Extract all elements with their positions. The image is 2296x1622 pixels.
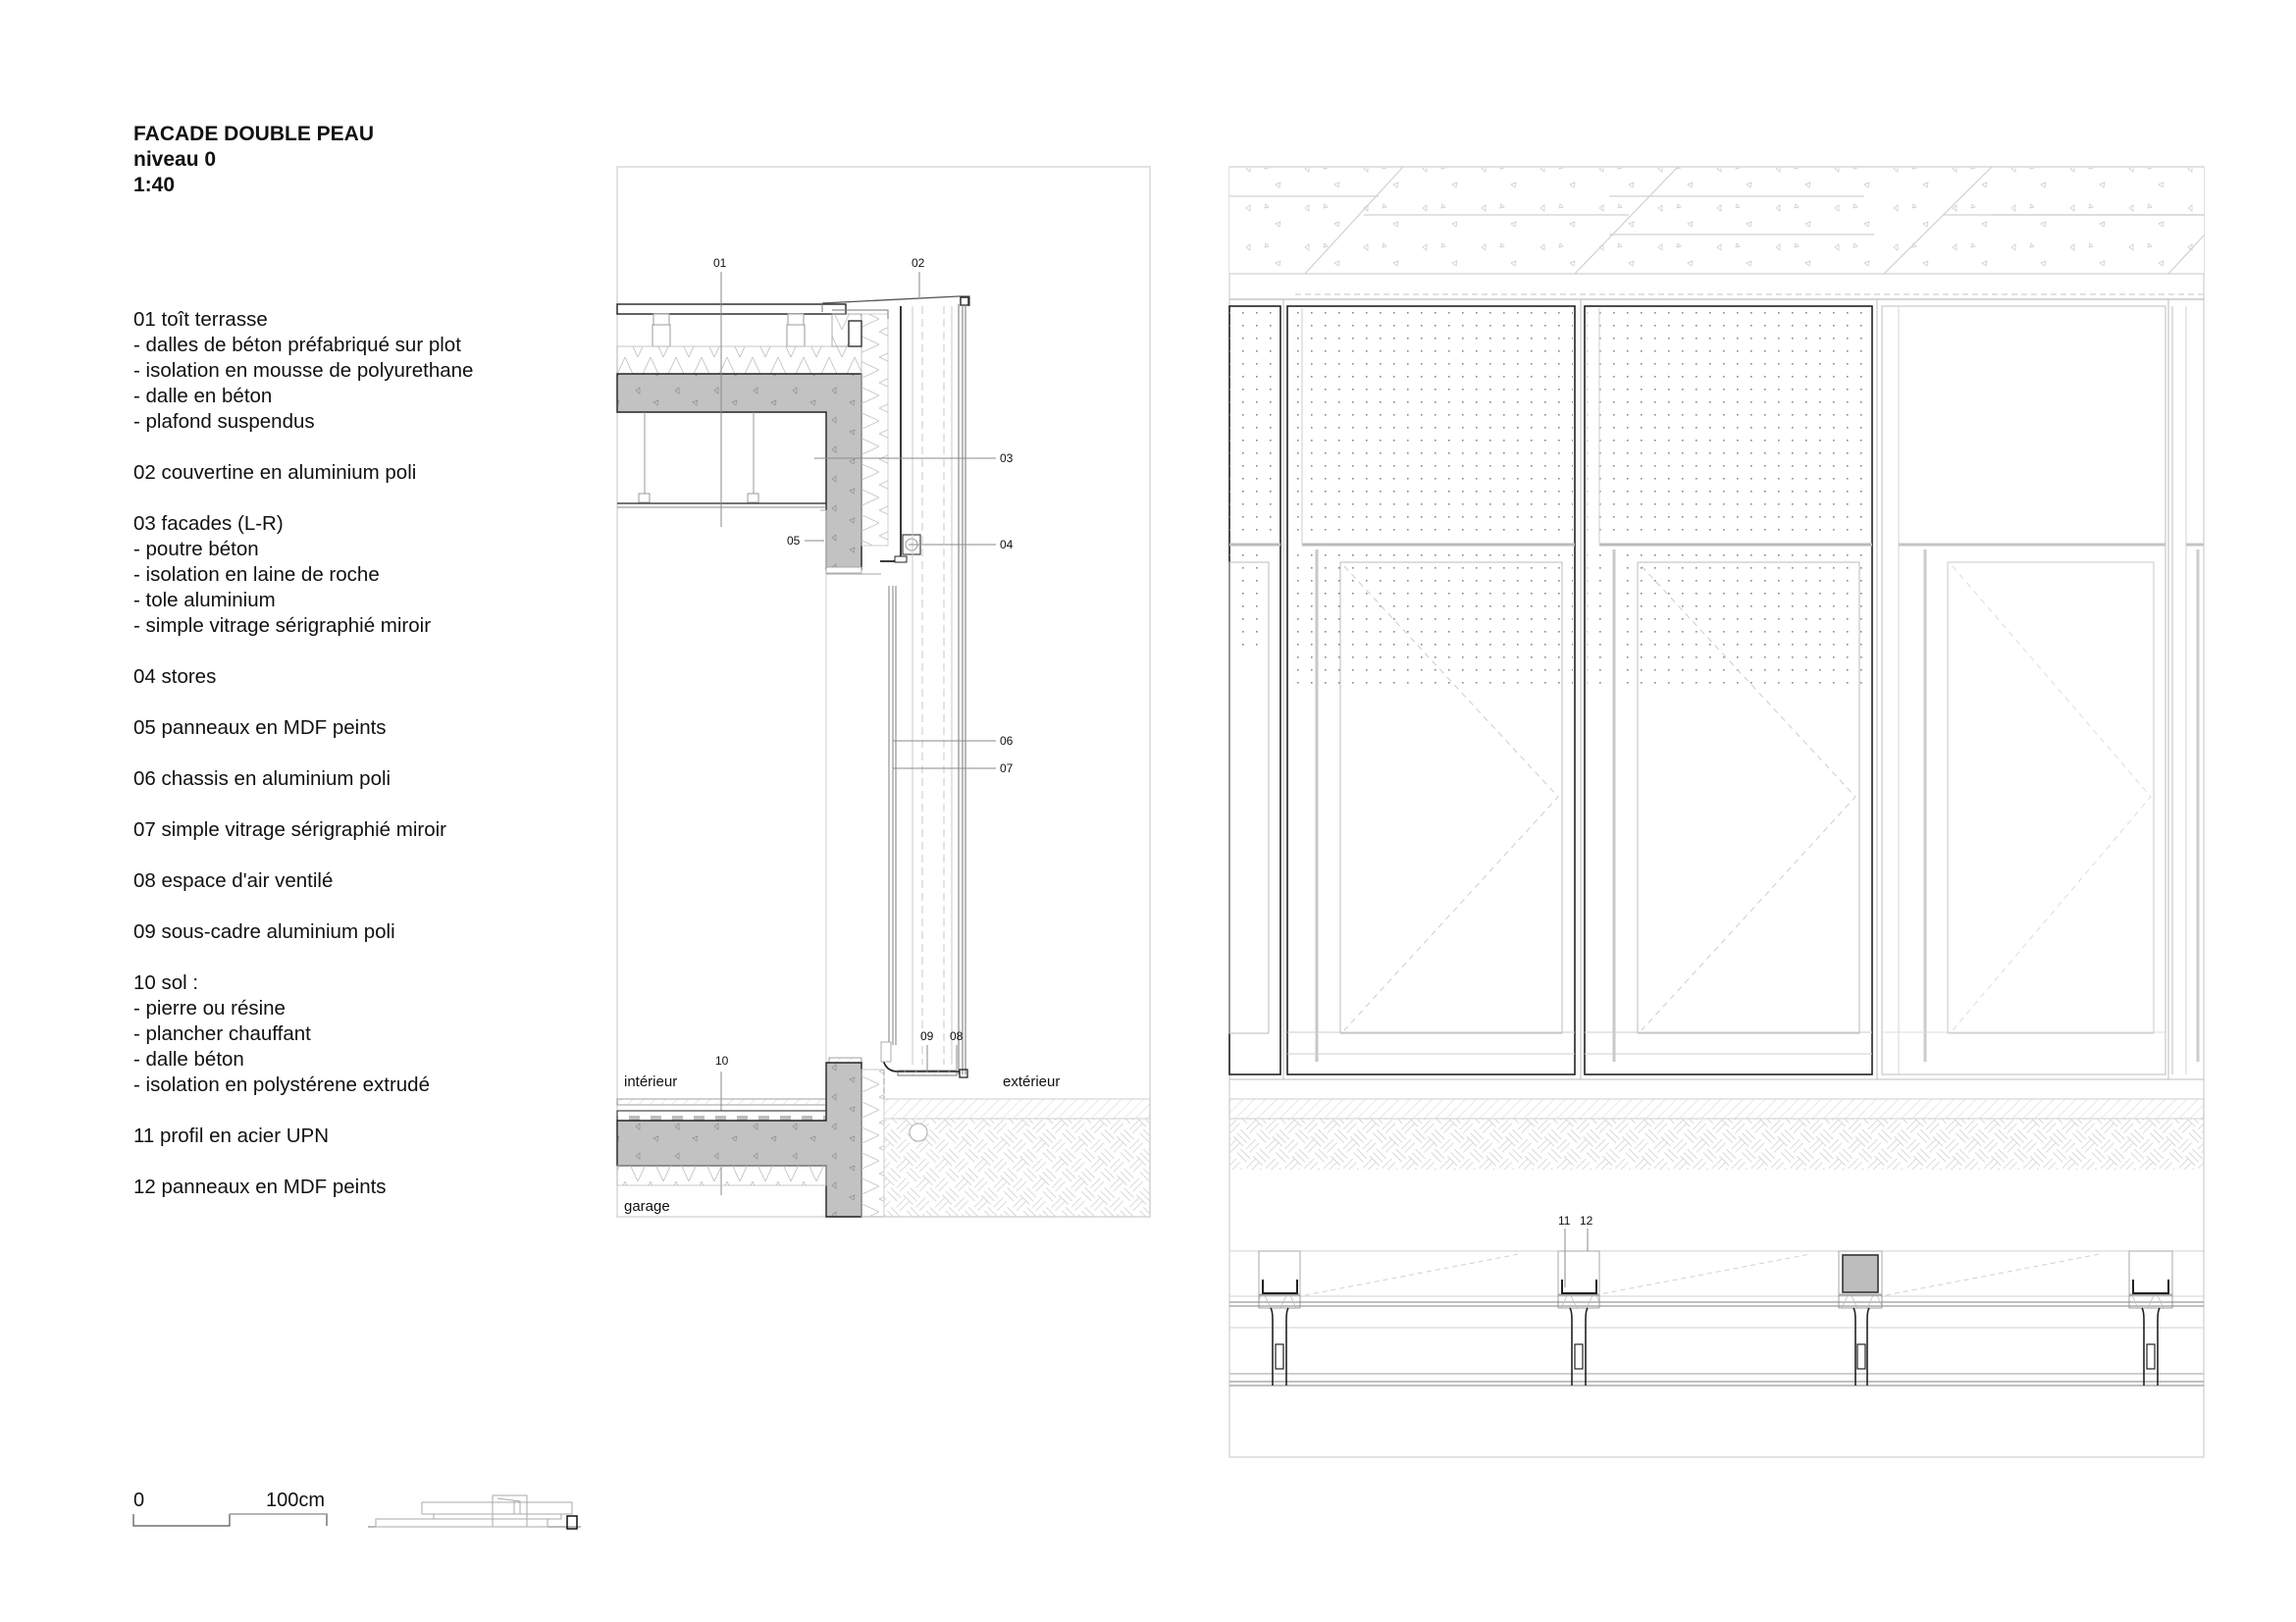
legend-item-heading: 10 sol :: [133, 971, 199, 994]
label-exterior: extérieur: [1003, 1073, 1061, 1090]
legend-item-heading: 02 couvertine en aluminium poli: [133, 461, 417, 484]
panel-bay-1: [1229, 306, 1280, 1074]
scale-bar-graphic: [133, 1514, 327, 1526]
upn-profile-3: [2129, 1251, 2172, 1386]
upn-profile-2: [1558, 1251, 1599, 1386]
legend-item-sublayer: - plafond suspendus: [133, 410, 315, 433]
scale-end-label: 100cm: [266, 1490, 326, 1511]
label-interior: intérieur: [624, 1073, 678, 1090]
concrete-column-profile: [1839, 1251, 1882, 1386]
drain-pipe: [910, 1124, 927, 1141]
panel-bay-4: [1882, 306, 2166, 1074]
panel-bay-2: [1287, 306, 1575, 1074]
callout-08: 08: [950, 1029, 964, 1043]
floor-insulation: [617, 1166, 826, 1185]
callout-12: 12: [1580, 1214, 1593, 1228]
legend-item-heading: 11 profil en acier UPN: [133, 1125, 330, 1147]
roof-paving: [617, 304, 846, 314]
legend-item-sublayer: - isolation en polystérene extrudé: [133, 1073, 430, 1096]
legend-item-heading: 06 chassis en aluminium poli: [133, 767, 391, 790]
floor-finish: [617, 1099, 826, 1105]
legend-item-sublayer: - poutre béton: [133, 538, 259, 560]
legend-item-heading: 04 stores: [133, 665, 217, 688]
concrete-slab-beam: [617, 374, 861, 569]
legend-item-sublayer: - isolation en mousse de polyurethane: [133, 359, 474, 382]
legend-item-sublayer: - pierre ou résine: [133, 997, 286, 1020]
label-garage: garage: [624, 1198, 670, 1215]
callout-07: 07: [1000, 761, 1014, 775]
callout-04: 04: [1000, 538, 1014, 551]
legend-item-heading: 08 espace d'air ventilé: [133, 869, 334, 892]
callout-03: 03: [1000, 451, 1014, 465]
legend-item-heading: 12 panneaux en MDF peints: [133, 1176, 387, 1198]
legend-item-sublayer: - dalles de béton préfabriqué sur plot: [133, 334, 461, 356]
upn-profile-1: [1259, 1251, 1300, 1386]
wall-insulation: [861, 314, 888, 546]
heated-floor: [617, 1111, 826, 1121]
legend-item-sublayer: - dalle béton: [133, 1048, 244, 1071]
legend-item-heading: 09 sous-cadre aluminium poli: [133, 920, 395, 943]
legend-item-sublayer: - plancher chauffant: [133, 1022, 311, 1045]
legend-item-heading: 07 simple vitrage sérigraphié miroir: [133, 818, 447, 841]
legend-item-sublayer: - simple vitrage sérigraphié miroir: [133, 614, 432, 637]
drawing-title: FACADE DOUBLE PEAU: [133, 123, 375, 145]
callout-05: 05: [787, 534, 801, 548]
callout-01: 01: [713, 256, 727, 270]
legend-item-heading: 01 toît terrasse: [133, 308, 268, 331]
callout-02: 02: [912, 256, 925, 270]
legend-item-sublayer: - dalle en béton: [133, 385, 273, 407]
key-plan: [368, 1495, 581, 1529]
callout-06: 06: [1000, 734, 1014, 748]
callout-10: 10: [715, 1054, 729, 1068]
panel-bay-5: [2172, 306, 2204, 1074]
drawing-level: niveau 0: [133, 148, 217, 171]
legend-item-sublayer: - isolation en laine de roche: [133, 563, 380, 586]
legend-item-sublayer: - tole aluminium: [133, 589, 276, 611]
roof-insulation: [617, 346, 861, 374]
section-drawing: [617, 167, 1150, 1217]
scale-start-label: 0: [133, 1490, 145, 1511]
callout-09: 09: [920, 1029, 934, 1043]
panel-bay-3: [1585, 306, 1872, 1074]
legend-item-heading: 05 panneaux en MDF peints: [133, 716, 387, 739]
elevation-drawing: [1229, 167, 2204, 1457]
drawing-scale: 1:40: [133, 174, 176, 196]
legend-item-heading: 03 facades (L-R): [133, 512, 284, 535]
callout-11: 11: [1558, 1214, 1571, 1228]
